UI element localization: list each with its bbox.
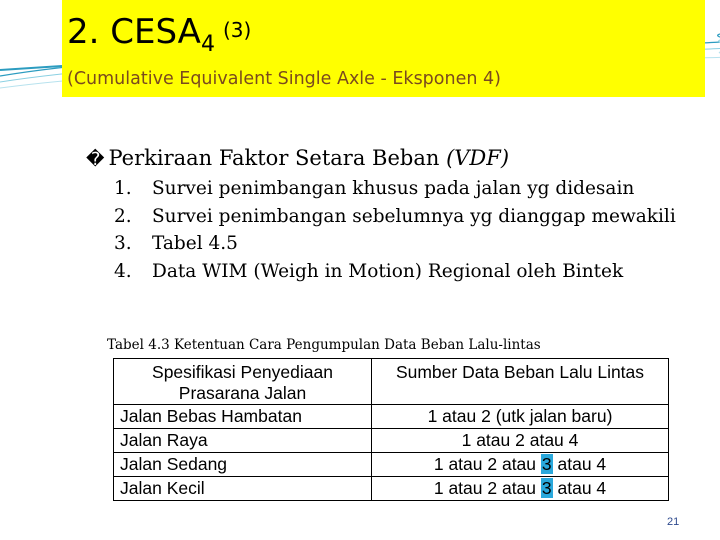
highlighted-value: 3 — [541, 478, 552, 498]
list-item — [114, 233, 704, 255]
table-header-row — [114, 359, 669, 405]
cell-text: atau 4 — [552, 454, 607, 474]
table-cell: 1 atau 2 (utk jalan baru) — [372, 405, 669, 429]
list-text: Survei penimbangan khusus pada jalan yg didesain — [152, 178, 635, 199]
list-number: 4. — [114, 261, 132, 282]
list-item — [114, 178, 704, 200]
bullet-icon: � — [86, 149, 105, 170]
table-cell: Jalan Kecil — [114, 477, 372, 501]
cell-text: 1 atau 2 atau — [433, 478, 541, 498]
table-cell: 1 atau 2 atau 4 — [372, 429, 669, 453]
section-heading — [86, 146, 509, 170]
title-text: 2. CESA — [67, 12, 201, 52]
title-suffix: (3) — [222, 18, 252, 42]
title-subscript: 4 — [200, 32, 215, 57]
table-row — [114, 405, 669, 429]
list-text: Tabel 4.5 — [152, 233, 238, 254]
cell-text: atau 4 — [552, 478, 607, 498]
list-item — [114, 206, 704, 228]
table-cell: Jalan Bebas Hambatan — [114, 405, 372, 429]
page-number: 21 — [667, 516, 680, 528]
slide-subtitle: (Cumulative Equivalent Single Axle - Eksponen 4) — [67, 69, 501, 89]
table-cell: Jalan Sedang — [114, 453, 372, 477]
table-header-cell: Spesifikasi Penyediaan Prasarana Jalan — [114, 359, 372, 405]
table-cell — [372, 453, 669, 477]
table-header-cell: Sumber Data Beban Lalu Lintas — [372, 359, 669, 405]
table-row — [114, 477, 669, 501]
table-row — [114, 453, 669, 477]
list-text: Survei penimbangan sebelumnya yg dianggap mewakili — [152, 206, 676, 227]
table-cell: Jalan Raya — [114, 429, 372, 453]
cell-text: 1 atau 2 atau — [433, 454, 541, 474]
heading-abbrev: (VDF) — [446, 146, 510, 170]
list-item — [114, 261, 704, 283]
slide-title — [67, 12, 252, 57]
list-text: Data WIM (Weigh in Motion) Regional oleh Bintek — [152, 261, 624, 282]
data-table — [113, 358, 669, 501]
table-cell — [372, 477, 669, 501]
table-caption: Tabel 4.3 Ketentuan Cara Pengumpulan Data Beban Lalu-lintas — [107, 337, 541, 353]
list-number: 2. — [114, 206, 132, 227]
heading-text: Perkiraan Faktor Setara Beban — [108, 146, 447, 170]
numbered-list — [114, 178, 704, 289]
highlighted-value: 3 — [541, 454, 552, 474]
table-row — [114, 429, 669, 453]
list-number: 3. — [114, 233, 132, 254]
list-number: 1. — [114, 178, 132, 199]
